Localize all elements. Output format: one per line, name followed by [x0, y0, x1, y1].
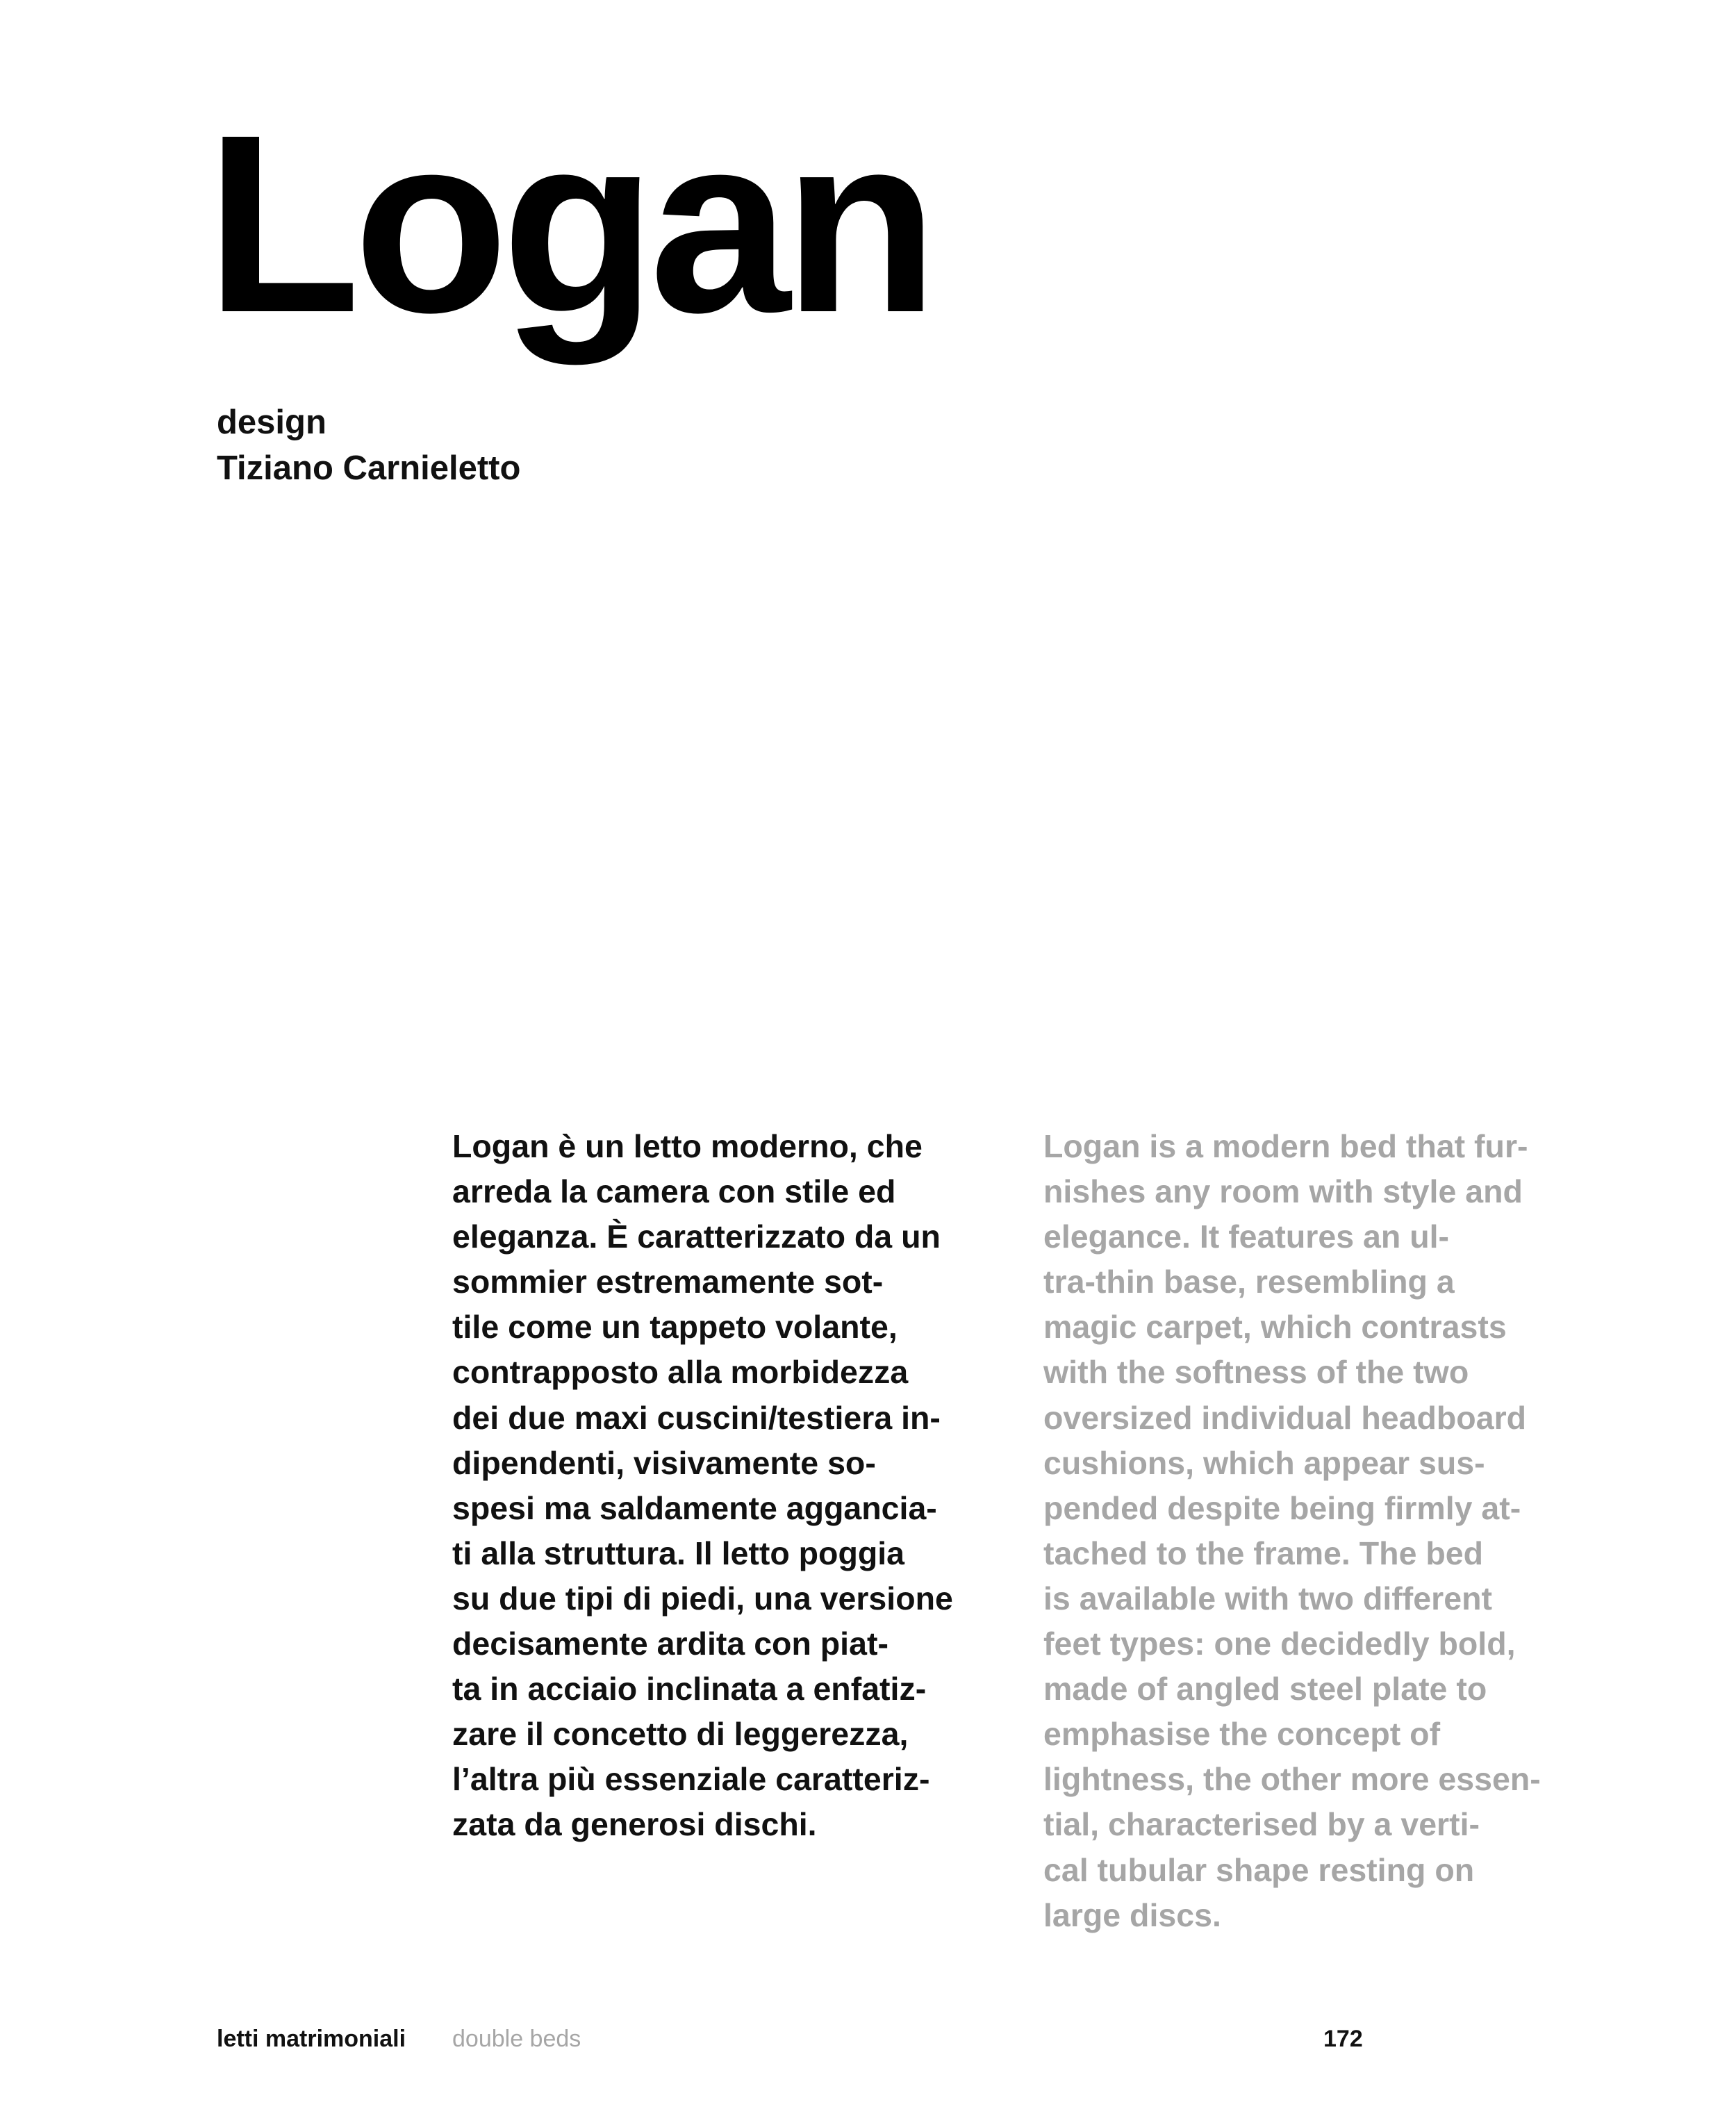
- text-line: Logan è un letto moderno, che: [452, 1128, 923, 1164]
- text-line: su due tipi di piedi, una versione: [452, 1580, 953, 1617]
- text-line: with the softness of the two: [1043, 1354, 1469, 1391]
- text-line: oversized individual headboard: [1043, 1399, 1527, 1436]
- text-line: nishes any room with style and: [1043, 1173, 1523, 1210]
- text-line: Logan is a modern bed that fur-: [1043, 1128, 1528, 1164]
- text-line: lightness, the other more essen-: [1043, 1761, 1541, 1798]
- text-line: magic carpet, which contrasts: [1043, 1309, 1507, 1346]
- text-line: is available with two different: [1043, 1580, 1492, 1617]
- text-line: cushions, which appear sus-: [1043, 1444, 1485, 1481]
- text-line: large discs.: [1043, 1896, 1221, 1933]
- text-line: zare il concetto di leggerezza,: [452, 1716, 909, 1753]
- text-line: elegance. It features an ul-: [1043, 1218, 1450, 1255]
- text-line: tached to the frame. The bed: [1043, 1535, 1484, 1571]
- text-line: cal tubular shape resting on: [1043, 1851, 1475, 1888]
- text-line: zata da generosi dischi.: [452, 1806, 817, 1843]
- text-line: eleganza. È caratterizzato da un: [452, 1218, 941, 1255]
- design-credit: [217, 399, 520, 491]
- credit-label: design: [217, 404, 326, 441]
- text-line: tile come un tappeto volante,: [452, 1309, 898, 1346]
- text-line: pended despite being firmly at-: [1043, 1489, 1521, 1526]
- text-line: sommier estremamente sot-: [452, 1264, 884, 1300]
- description-italian: [452, 1124, 953, 1848]
- page-title: Logan: [206, 83, 932, 365]
- text-line: decisamente ardita con piat-: [452, 1626, 888, 1662]
- text-line: made of angled steel plate to: [1043, 1671, 1487, 1708]
- text-line: dipendenti, visivamente so-: [452, 1444, 876, 1481]
- text-line: ta in acciaio inclinata a enfatiz-: [452, 1671, 927, 1708]
- text-line: spesi ma saldamente aggancia-: [452, 1489, 937, 1526]
- text-line: l’altra più essenziale caratteriz-: [452, 1761, 930, 1798]
- text-line: ti alla struttura. Il letto poggia: [452, 1535, 905, 1571]
- text-line: arreda la camera con stile ed: [452, 1173, 896, 1210]
- text-line: tra-thin base, resembling a: [1043, 1264, 1455, 1300]
- text-line: tial, characterised by a verti-: [1043, 1806, 1480, 1843]
- description-english: [1043, 1124, 1541, 1938]
- footer-section-english: double beds: [452, 2026, 581, 2052]
- text-line: feet types: one decidedly bold,: [1043, 1626, 1516, 1662]
- text-line: dei due maxi cuscini/testiera in-: [452, 1399, 941, 1436]
- footer-section-italian: letti matrimoniali: [217, 2026, 406, 2052]
- page-number: 172: [1323, 2026, 1363, 2052]
- designer-name: Tiziano Carnieletto: [217, 449, 521, 487]
- text-line: contrapposto alla morbidezza: [452, 1354, 909, 1391]
- text-line: emphasise the concept of: [1043, 1716, 1441, 1753]
